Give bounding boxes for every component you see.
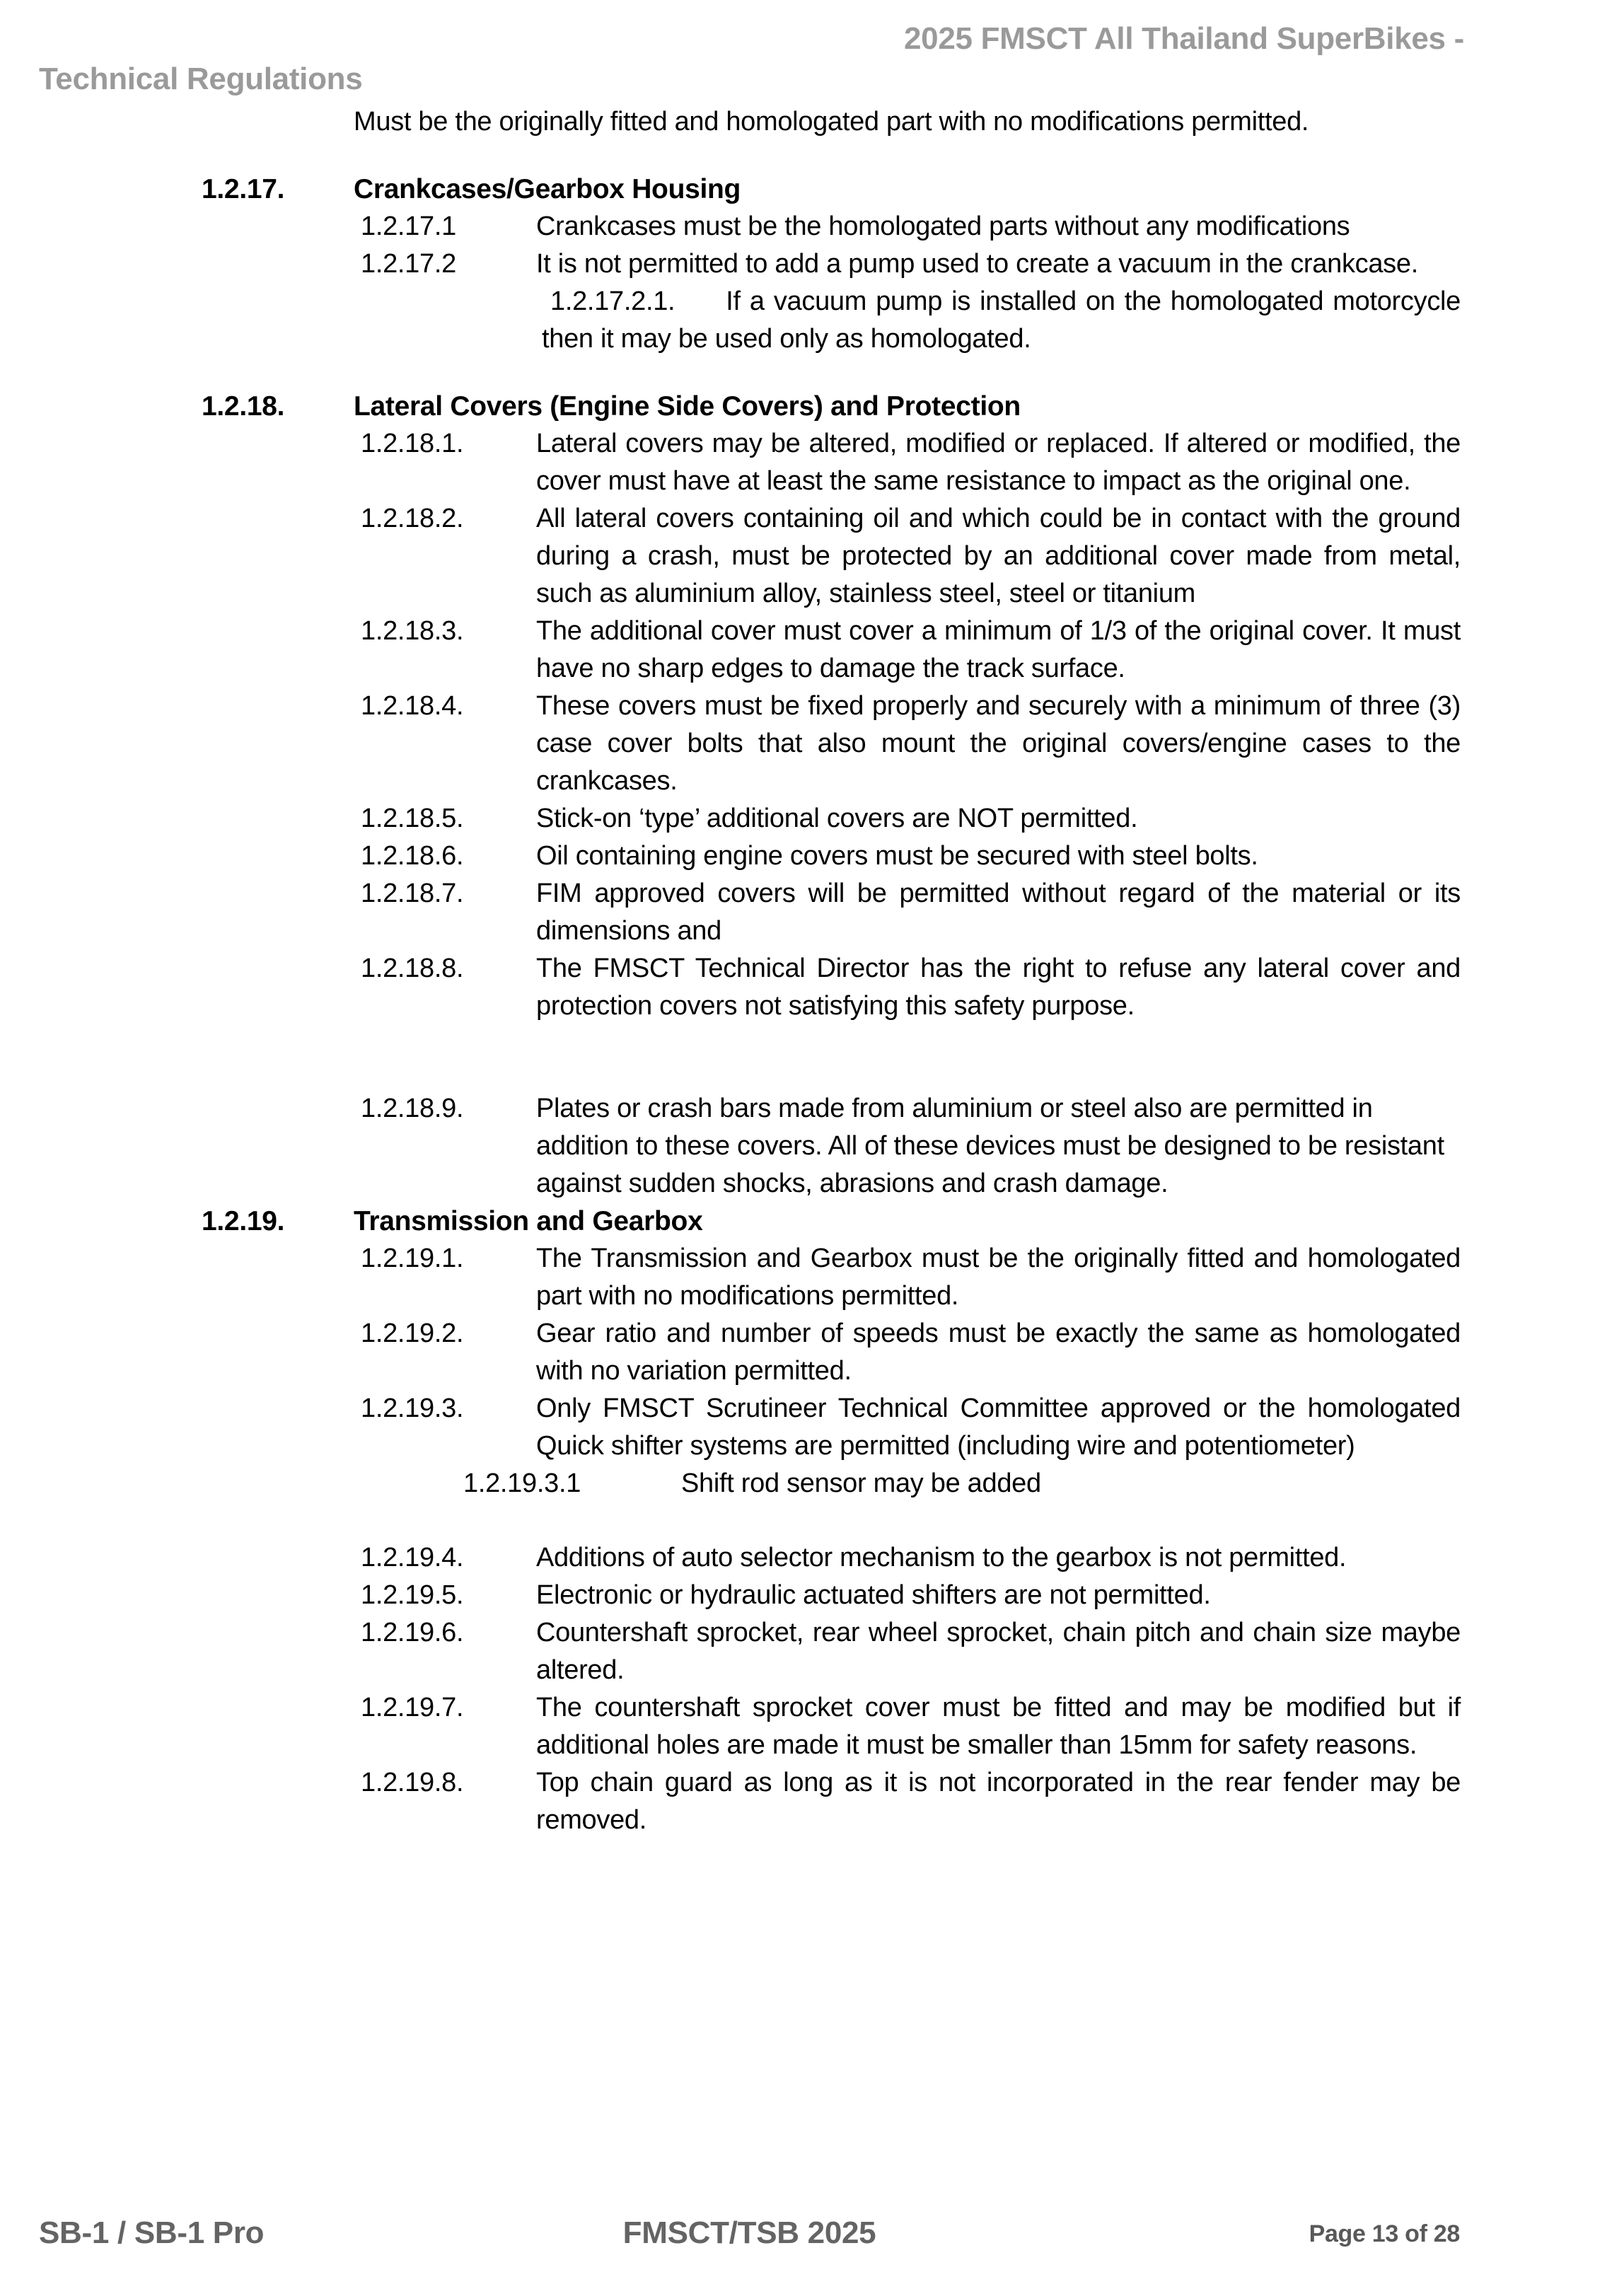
- item-text: Plates or crash bars made from aluminium or steel also are permitted in addition to these covers. All of these devices must be designed to be resistant against sudden shocks, abrasions and crash damage.: [536, 1094, 1444, 1198]
- intro-paragraph: Must be the originally fitted and homologated part with no modifications permitted.: [354, 107, 1309, 137]
- item-number: 1.2.19.7.: [361, 1693, 464, 1722]
- item-number: 1.2.18.2.: [361, 504, 464, 533]
- regulation-item: [361, 613, 1461, 688]
- regulation-item: [361, 245, 1461, 283]
- item-number: 1.2.18.7.: [361, 879, 464, 908]
- item-number: 1.2.19.3.: [361, 1394, 464, 1423]
- regulation-item: [361, 1614, 1461, 1689]
- item-number: 1.2.17.2: [361, 249, 456, 279]
- page-footer: [39, 2208, 1460, 2251]
- header-title-left: Technical Regulations: [39, 62, 363, 96]
- item-number: 1.2.19.2.: [361, 1319, 464, 1348]
- item-number: 1.2.19.3.1: [463, 1468, 581, 1498]
- regulation-subitem: [542, 283, 1461, 358]
- regulation-item: [361, 1390, 1461, 1465]
- item-number: 1.2.18.1.: [361, 429, 464, 458]
- section-title: Transmission and Gearbox: [354, 1206, 703, 1236]
- regulation-item: [361, 1689, 1461, 1764]
- regulation-item: [361, 425, 1461, 500]
- item-text: Only FMSCT Scrutineer Technical Committee approved or the homologated Quick shifter systems are permitted (including wire and potentiometer): [536, 1394, 1461, 1461]
- item-text: FIM approved covers will be permitted without regard of the material or its dimensions and: [536, 879, 1461, 946]
- regulation-item: [361, 208, 1461, 245]
- item-text: These covers must be fixed properly and securely with a minimum of three (3) case cover bolts that also mount the original covers/engine cases to the crankcases.: [536, 691, 1461, 796]
- item-number: 1.2.18.8.: [361, 954, 464, 983]
- regulation-item: [361, 500, 1461, 613]
- item-text: Electronic or hydraulic actuated shifters are not permitted.: [536, 1580, 1211, 1610]
- section-number: 1.2.18.: [202, 391, 285, 422]
- item-text: Lateral covers may be altered, modified or replaced. If altered or modified, the cover must have at least the same resistance to impact as the original one.: [536, 429, 1461, 496]
- item-number: 1.2.19.5.: [361, 1580, 464, 1610]
- item-text: Oil containing engine covers must be secured with steel bolts.: [536, 841, 1258, 871]
- item-text: If a vacuum pump is installed on the homologated motorcycle then it may be used only as homologated.: [542, 286, 1461, 354]
- section-title: Lateral Covers (Engine Side Covers) and Protection: [354, 391, 1021, 422]
- regulation-item: [361, 1090, 1461, 1203]
- item-number: 1.2.19.4.: [361, 1543, 464, 1572]
- item-text: Stick-on ‘type’ additional covers are NOT permitted.: [536, 804, 1138, 833]
- item-number: 1.2.19.6.: [361, 1618, 464, 1647]
- footer-doc-label: FMSCT/TSB 2025: [622, 2215, 876, 2250]
- item-text: The countershaft sprocket cover must be fitted and may be modified but if additional holes are made it must be smaller than 15mm for safety reasons.: [536, 1693, 1461, 1760]
- section-heading: [202, 1203, 1461, 1240]
- item-text: The FMSCT Technical Director has the right to refuse any lateral cover and protection covers not satisfying this safety purpose.: [536, 954, 1461, 1021]
- item-number: 1.2.18.4.: [361, 691, 464, 721]
- item-text: Additions of auto selector mechanism to the gearbox is not permitted.: [536, 1543, 1347, 1572]
- regulation-item: [361, 688, 1461, 800]
- footer-class-label: SB-1 / SB-1 Pro: [39, 2215, 265, 2250]
- item-text: The additional cover must cover a minimum of 1/3 of the original cover. It must have no sharp edges to damage the track surface.: [536, 616, 1461, 683]
- footer-page-number: Page 13 of 28: [1309, 2220, 1460, 2247]
- section-number: 1.2.19.: [202, 1206, 285, 1236]
- item-number: 1.2.18.6.: [361, 841, 464, 871]
- item-number: 1.2.19.1.: [361, 1244, 464, 1273]
- item-text: The Transmission and Gearbox must be the originally fitted and homologated part with no modifications permitted.: [536, 1244, 1461, 1311]
- item-number: 1.2.18.3.: [361, 616, 464, 646]
- regulation-item: [361, 1764, 1461, 1839]
- regulation-item: [361, 1539, 1461, 1577]
- page-header: [0, 0, 1624, 99]
- header-title-right: 2025 FMSCT All Thailand SuperBikes -: [904, 21, 1464, 56]
- section-number: 1.2.17.: [202, 174, 285, 204]
- regulation-item: [361, 800, 1461, 838]
- item-text: All lateral covers containing oil and which could be in contact with the ground during a crash, must be protected by an additional cover made from metal, such as aluminium alloy, stainless steel, steel or titanium: [536, 504, 1461, 608]
- regulation-subitem: [463, 1465, 1461, 1502]
- item-text: It is not permitted to add a pump used to create a vacuum in the crankcase.: [536, 249, 1418, 279]
- item-number: 1.2.17.2.1.: [550, 286, 675, 316]
- regulation-item: [361, 1315, 1461, 1390]
- item-number: 1.2.18.5.: [361, 804, 464, 833]
- regulation-item: [361, 1240, 1461, 1315]
- item-text: Crankcases must be the homologated parts without any modifications: [536, 212, 1350, 241]
- item-text: Countershaft sprocket, rear wheel sprocket, chain pitch and chain size maybe altered.: [536, 1618, 1461, 1685]
- section-heading: [202, 170, 1461, 208]
- item-number: 1.2.19.8.: [361, 1768, 464, 1797]
- regulation-item: [361, 1577, 1461, 1614]
- item-number: 1.2.17.1: [361, 212, 456, 241]
- section-heading: [202, 388, 1461, 425]
- item-text: Shift rod sensor may be added: [681, 1468, 1041, 1498]
- item-text: Gear ratio and number of speeds must be exactly the same as homologated with no variation permitted.: [536, 1319, 1461, 1386]
- item-number: 1.2.18.9.: [361, 1094, 464, 1123]
- regulation-item: [361, 950, 1461, 1025]
- regulation-item: [361, 838, 1461, 875]
- regulation-item: [361, 875, 1461, 950]
- section-title: Crankcases/Gearbox Housing: [354, 174, 741, 204]
- item-text: Top chain guard as long as it is not incorporated in the rear fender may be removed.: [536, 1768, 1461, 1835]
